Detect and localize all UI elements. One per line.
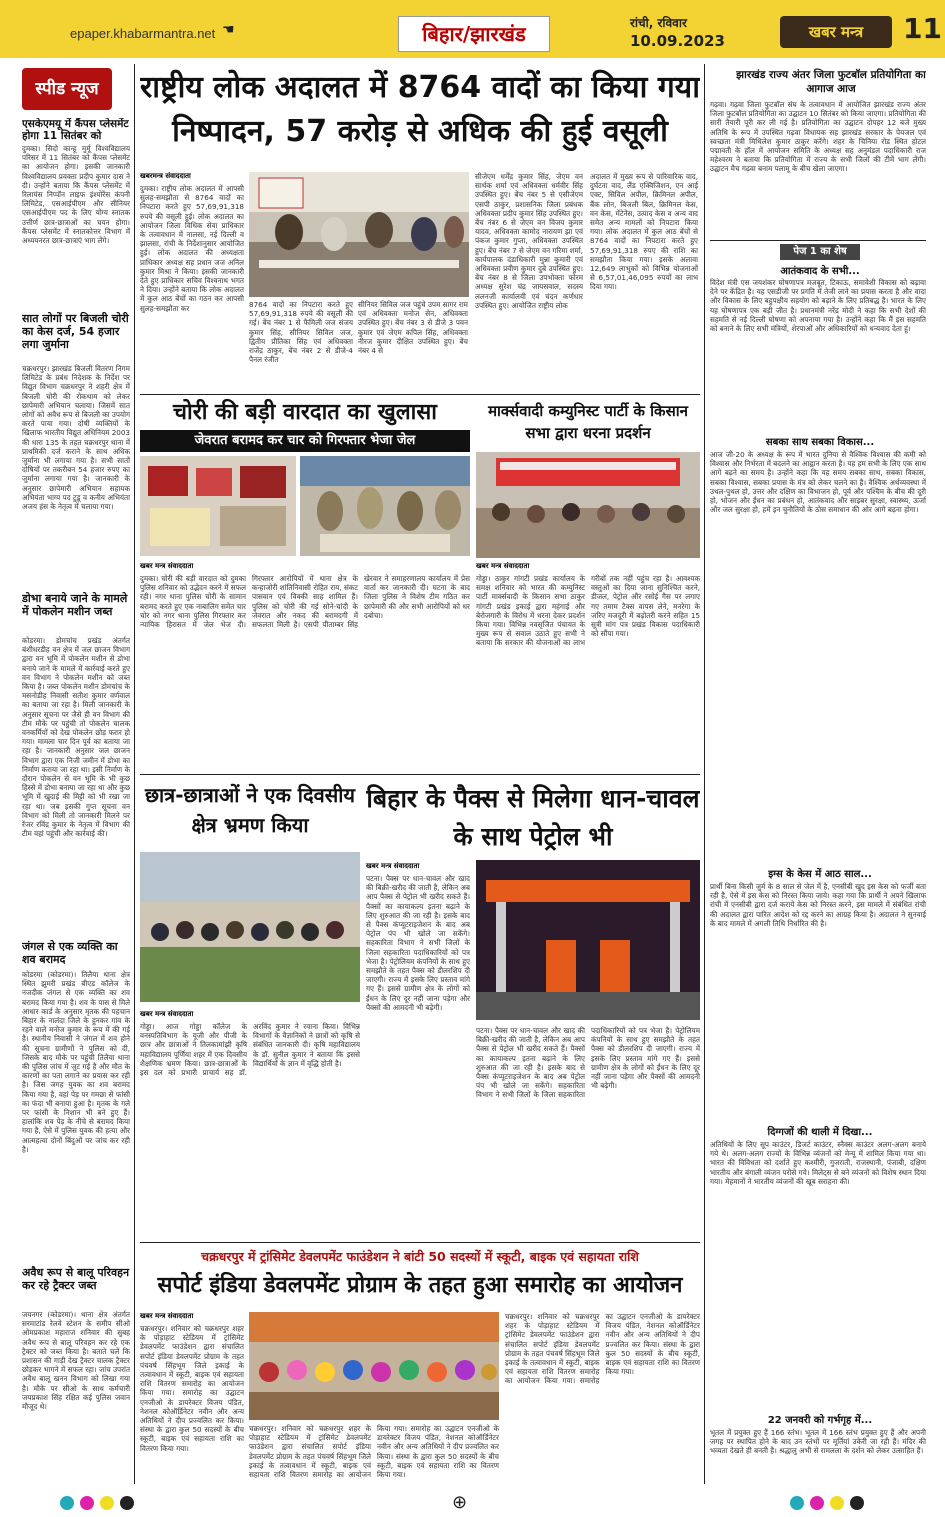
support-event-photo — [249, 1312, 499, 1420]
cont-body-4: अतिथियों के लिए सूप काउंटर, डिजर्ट काउंटर, स्नैक्स काउंटर अलग-अलग बनाये गये थे। अलग-अलग राज्यों के विभिन्न व्यंजनों को मेन्यू में शामिल किया गया था। भारत की विविधता को दर्शाते हुए कश्मीरी, गुजराती, राजस्थानी, पंजाबी, दक्षिण भारतीय और बंगाली व्यंजन परोसे गये। मिलेट्स से बने व्यंजनों को विशेष स्थान दिया गया। मेहमानों ने भारतीय व्यंजनों की खूब सराहना की। — [710, 1140, 926, 1186]
masthead-bar — [0, 0, 945, 58]
tour-body: गोड्डा। आज गोड्डा कॉलेज के वनस्पतिविभाग के यूजी और पीजी के छात्र और छात्राओं ने तिलकामांझी कृषि महाविद्यालय पूर्णिया शहर में एक दिवसीय शैक्षणिक भ्रमण किया। छात्र-छात्राओं के इस दल को प्रभारी प्राचार्य सह डॉ. अरविंद कुमार ने रवाना किया। विभिन्न विभागों के वैज्ञानिकों ने छात्रों को कृषि से संबंधित जानकारी दी। कृषि महाविद्यालय के डॉ. सुनील कुमार ने बताया कि इससे विद्यार्थियों के ज्ञान में वृद्धि होती है। — [140, 1022, 360, 1078]
lead-col-4: सीजेएम धर्मेंद्र कुमार सिंह, जेएम वन सार्थक शर्मा एवं अधिवक्ता धर्मवीर सिंह उपस्थित हुए। बेंच नंबर 5 से एसीजेएम एसपी ठाकुर, प्रशासनिक जिला प्रबंधक अधिवक्ता प्रदीप कुमार सिंह उपस्थित हुए। बेंच नंबर 6 से जेएम वन विजय कुमार यादव, अधिवक्ता कामोद नारायण झा एवं पंकज कुमार गुप्ता, अधिवक्ता उपस्थित हुए। बेंच नंबर 7 से जेएम वन गरिमा शर्मा, कार्यपालक दंडाधिकारी मुन्ना कुमारी एवं अधिवक्ता प्रवीण कुमार दुबे उपस्थित हुए। बेंच नंबर 8 से जिला उपभोक्ता फोरम अध्यक्ष सुरेश चंद्र जायसवाल, सदस्य ललनजी कार्यालयी एवं चंदन कर्णधार उपस्थित हुए। आयोजित राष्ट्रीय लोक — [475, 172, 583, 310]
support-byline: खबर मन्त्र संवाददाता — [140, 1312, 194, 1320]
pacs-body-cont: पटना। पैक्स पर धान-चावल और खाद की बिक्री-खरीद की जाती है, लेकिन अब आप पैक्स से पेट्रोल भी खरीद सकते हैं। पैक्सों का कायाकल्प इतना बढ़ाने के लिए शुरुआत की जा रही है। इसके बाद से पैक्स कंप्यूटराइजेशन के बाद अब पेट्रोल पंप भी खोले जा सकेंगे। सहकारिता विभाग ने सभी जिलों के जिला सहकारिता पदाधिकारियों को पत्र भेजा है। पेट्रोलियम कंपनियों के साथ हुए समझौते के तहत पैक्स को डीलरशिप दी जाएगी। राज्य में इसके लिए प्रस्ताव मांगे गए हैं। इससे ग्रामीण क्षेत्र के लोगों को ईंधन के लिए दूर नहीं जाना पड़ेगा और पैक्सों की आमदनी भी बढ़ेगी। — [476, 1026, 700, 1100]
cpm-headline: मार्क्सवादी कम्युनिस्ट पार्टी के किसान सभा द्वारा धरना प्रदर्शन — [488, 402, 688, 442]
lead-col-1: दुमका। राष्ट्रीय लोक अदालत में आपसी सुलह-समझौता से 8764 वादों का निपटारा करते हुए 57,69,91,318 रुपये की वसूली हुई। लोक अदालत का आयोजन जिला विधिक सेवा प्राधिकार के तत्वावधान में नालसा, नई दिल्ली व झालसा, रांची के निर्देशानुसार आयोजित हुई। लोक अदालत की अध्यक्षता प्राधिकार अध्यक्ष सह प्रधान जज अनिल कुमार मिश्रा ने किया। इसकी जानकारी देते हुए प्राधिकार सचिव विश्वनाथ भगत ने दिया। उन्होंने बताया कि लोक अदालत में कुल आठ बेंचों का गठन कर आपसी सुलह-समझौता कर — [140, 184, 244, 313]
cont-title-4: दिग्गजों की थाली में दिखा... — [767, 1127, 873, 1138]
magenta-print-dot — [810, 1496, 824, 1510]
divider — [140, 394, 700, 395]
cpm-byline: खबर मन्त्र संवाददाता — [476, 562, 530, 570]
magenta-print-dot — [80, 1496, 94, 1510]
section-title: बिहार/झारखंड — [398, 16, 550, 52]
tour-photo — [140, 852, 360, 1002]
registration-mark-icon: ⊕ — [452, 1492, 468, 1513]
cont-title-3: इग्स के केस में आठ साल... — [768, 869, 872, 880]
cyan-print-dot — [790, 1496, 804, 1510]
news-title-power-theft: सात लोगों पर बिजली चोरी का केस दर्ज, 54 हजार लगा जुर्माना — [22, 312, 129, 351]
lead-col-3: सीनियर सिविल जज पहुंचे उपम सागर राम एवं अधिवक्ता मनोज सेन, अधिवक्ता उपस्थित हुए। बेंच नंबर 3 से डीजे 3 पवन कुमार एवं जेएम कपिल सिंह, अधिवक्ता नीरज कुमार दीक्षित उपस्थित हुए। बेंच नंबर 4 से — [358, 300, 468, 356]
yellow-print-dot — [830, 1496, 844, 1510]
cpm-protest-photo — [476, 452, 700, 558]
black-print-dot — [850, 1496, 864, 1510]
divider — [140, 1242, 700, 1243]
pacs-headline: बिहार के पैक्स से मिलेगा धान-चावल के साथ पेट्रोल भी — [366, 784, 700, 851]
news-title-placement: एसकेएमयू में कैंपस प्लेसमेंट होगा 11 सितंबर को — [22, 118, 129, 142]
continued-label: पेज 1 का शेष — [780, 244, 860, 260]
news-title-poclain: डोभा बनाये जाने के मामले में पोकलेन मशीन जब्त — [22, 592, 128, 618]
theft-headline: चोरी की बड़ी वारदात का खुलासा — [173, 400, 437, 425]
cont-title-1: आतंकवाद के सभी... — [780, 266, 860, 277]
news-body-body-found: कोडरमा (कोडरमा)। तिलैया थाना क्षेत्र स्थित झुमरी प्रखंड बीएड कॉलेज के नजदीक जंगल से एक व्यक्ति का शव बरामद किया गया है। शव के पास से मिले आधार कार्ड के अनुसार मृतक की पहचान बिहार के नालंदा जिले के हुनकर गांव के रहने वाले मनोज कुमार के रूप में की गई है। स्थानीय निवासी ने जंगल में शव होने की सूचना ग्रामीणों ने पुलिस को दी, जिसके बाद मौके पर पहुंची तिलैया थाना की पुलिस जांच में जुट गई है और मौत के कारणों का पता लगाने का प्रयास कर रही है। जिस जगह युवक का शव बरामद किया गया है, वहां पेड़ पर गमछा से फांसी का फंदा भी बनाया हुआ है। मृतक के गले पर फांसी के निशान भी बने हुए हैं। हालांकि शव पेड़ के नीचे से बरामद किया गया है, ऐसे में पुलिस युवक की हत्या और आत्महत्या दोनों बिंदुओं पर जांच कर रही है। — [22, 970, 130, 1154]
brand-logo: खबर मन्त्र — [780, 16, 892, 48]
theft-body: दुमका। चोरी की बड़ी वारदात को दुमका पुलिस शनिवार को उद्भेदन करने में सफल रही। नगर थाना पुलिस चोरी के सामान बरामद करते हुए एक नाबालिग समेत चार चोर को नगर थाना पुलिस गिरफ्तार कर न्यायिक हिरासत में जेल भेज दी। गिरफ्तार आरोपियों में थाना क्षेत्र के कन्हाजोरी शांतिनिवासी रोहित राय, संकट पासवान एवं विक्की साह शामिल हैं। पुलिस को चोरी की गई सोने-चांदी के जेवरात और नकद की बरामदगी में सफलता मिली है। एसपी पीताम्बर सिंह खेरवार ने समाहरणालय कार्यालय में प्रेस वार्ता कर जानकारी दी। घटना के बाद जिला पुलिस ने विशेष टीम गठित कर छापेमारी की और सभी आरोपियों को धर दबोचा। — [140, 574, 470, 630]
lead-byline: खबरमन्त्र संवाददाता — [140, 172, 191, 180]
news-body-power-theft: चक्रधरपुर। झारखंड बिजली वितरण निगम लिमिटेड के प्रबंध निदेशक के निर्देश पर विद्युत विभाग चक्रधरपुर ने शहरी क्षेत्र में बिजली चोरी की रोकथाम को लेकर छापेमारी अभियान चलाया। जिसमें सात लोगों को अवैध रूप से बिजली का उपयोग करते पाया गया। दोषी व्यक्तियों के खिलाफ भारतीय विद्युत अधिनियम 2003 की धारा 135 के तहत चक्रधरपुर थाना में प्राथमिकी दर्ज कराने के साथ अधिक जुर्माना भी लगाया गया है। सभी सातों दोषियों पर तकरीबन 54 हजार रुपए का जुर्माना लगाया गया है। जानकारी के अनुसार छापेमारी अभियान सहायक अभियंता भाग्य पद टुडू व कनीय अभियंता अजय हंस के नेतृत्व में चलाया गया। — [22, 364, 130, 512]
divider — [710, 240, 926, 241]
lead-headline: राष्ट्रीय लोक अदालत में 8764 वादों का किया गया निष्पादन, 57 करोड़ से अधिक की हुई वसूली — [140, 70, 700, 149]
black-print-dot — [120, 1496, 134, 1510]
support-banner: चक्रधरपुर में ट्रांसिमेट डेवलपमेंट फाउंडेशन ने बांटी 50 सदस्यों में स्कूटी, बाइक एवं सहायता राशि — [201, 1249, 639, 1264]
football-body: गढ़वा। गढ़वा जिला फुटबॉल संघ के तत्वावधान में आयोजित झारखंड राज्य अंतर जिला फुटबॉल प्रतियोगिता का उद्घाटन 10 सितंबर को किया जाएगा। प्रतियोगिता की सारी तैयारी पूरी कर ली गई है। प्रतियोगिता का उद्घाटन दोपहर 12 बजे मुख्य अतिथि के रूप में उपस्थित गढ़वा विधायक सह झारखंड सरकार के पेयजल एवं स्वच्छता मंत्री मिथिलेश कुमार ठाकुर करेंगे। शहर के चिनिया रोड स्थित होटल पद्मावती के हॉल में आयोजन समिति के अध्यक्ष सह अनुमंडल पदाधिकारी राज महेश्वरम ने बताया कि प्रतियोगिता में राज्य के सभी जिलों की टीमें भाग लेंगी। उद्घाटन मैच गढ़वा बनाम पलामू के बीच खेला जाएगा। — [710, 100, 926, 174]
city-day: रांची, रविवार — [630, 16, 687, 30]
page-number: 11 — [903, 12, 942, 45]
cont-title-5: 22 जनवरी को गर्भगृह में... — [767, 1415, 873, 1426]
theft-byline: खबर मन्त्र संवाददाता — [140, 562, 194, 570]
tour-headline: छात्र-छात्राओं ने एक दिवसीय क्षेत्र भ्रमण किया — [144, 783, 356, 837]
cursor-icon: ☚ — [222, 22, 235, 38]
lok-adalat-photo — [249, 172, 469, 297]
cont-body-3: प्रार्थी बिना किसी जुर्म के 8 साल से जेल में है, एनसीबी खुद इस केस को फर्जी बता रही है, ऐसे में इस केस को निरस्त किया जाये। कहा गया कि प्रार्थी ने अपने खिलाफ रांची में एनसीबी द्वारा दर्ज कराये केस को निरस्त करने, इस मामले में संबंधित रांची की अदालत द्वारा पारित आदेश को रद्द करने का आग्रह किया है। अदालत ने सुनवाई के बाद मामले में अगली तिथि निर्धारित की है। — [710, 882, 926, 928]
cyan-print-dot — [60, 1496, 74, 1510]
theft-photo-police — [300, 456, 470, 556]
cpm-body: गोड्डा। ठाकुर गांगटी प्रखंड कार्यालय के समक्ष शनिवार को भारत की कम्युनिस्ट पार्टी मार्क्सवादी के किसान सभा ठाकुर गांगटी प्रखंड इकाई द्वारा महंगाई और बेरोजगारी के विरोध में धरना देकर प्रदर्शन किया गया। विभिन्न नवसृजित पंचायत के मुख्य रूप से सवाल उठाते हुए सभी ने बताया कि सरकार की योजनाओं का लाभ गरीबों तक नहीं पहुंच रहा है। आवश्यक वस्तुओं का दिया जाना सुनिश्चित करने, डीजल, पेट्रोल और रसोई गैस पर लगाए गए तमाम टैक्स वापस लेने, मनरेगा के जरिए मजदूरी में बढ़ोतरी करने सहित 15 सूत्री मांग पत्र प्रखंड विकास पदाधिकारी को सौंपा गया। — [476, 574, 700, 648]
yellow-print-dot — [100, 1496, 114, 1510]
pacs-body: पटना। पैक्स पर धान-चावल और खाद की बिक्री-खरीद की जाती है, लेकिन अब आप पैक्स से पेट्रोल भी खरीद सकते हैं। पैक्सों का कायाकल्प इतना बढ़ाने के लिए शुरुआत की जा रही है। इसके बाद से पैक्स कंप्यूटराइजेशन के बाद अब पेट्रोल पंप भी खोले जा सकेंगे। सहकारिता विभाग ने सभी जिलों के जिला सहकारिता पदाधिकारियों को पत्र भेजा है। पेट्रोलियम कंपनियों के साथ हुए समझौते के तहत पैक्स को डीलरशिप दी जाएगी। राज्य में इसके लिए प्रस्ताव मांगे गए हैं। इससे ग्रामीण क्षेत्र के लोगों को ईंधन के लिए दूर नहीं जाना पड़ेगा और पैक्सों की आमदनी भी बढ़ेगी। — [366, 874, 470, 1012]
pacs-byline: खबर मन्त्र संवाददाता — [366, 862, 420, 870]
divider — [140, 774, 700, 775]
support-body-2: चक्रधरपुर। शनिवार को चक्रधरपुर शहर के पोड़ाहाट स्टेडियम में ट्रांसिमेट डेवलपमेंट फाउंडेशन द्वारा संचालित सपोर्ट इंडिया डेवलपमेंट प्रोग्राम के तहत पंचवर्ष सिंहभूम जिले इकाई के तत्वावधान में स्कूटी, बाइक एवं सहायता राशि वितरण समारोह का आयोजन किया गया। समारोह का उद्घाटन एनजीओ के डायरेक्टर विजय पंडित, नेशनल कोऑर्डिनेटर नवीन और अन्य अतिथियों ने दीप प्रज्वलित कर किया। संस्था के द्वारा कुल 50 सदस्यों के बीच स्कूटी, बाइक एवं सहायता राशि का वितरण किया गया। — [249, 1424, 499, 1480]
column-divider — [704, 64, 705, 1484]
news-title-body-found: जंगल से एक व्यक्ति का शव बरामद — [22, 940, 118, 966]
column-divider — [134, 64, 135, 1484]
print-marks — [0, 1490, 945, 1517]
theft-subtitle: जेवरात बरामद कर चार को गिरफ्तार भेजा जेल — [140, 430, 470, 452]
support-body-3: चक्रधरपुर। शनिवार को चक्रधरपुर शहर के पोड़ाहाट स्टेडियम में ट्रांसिमेट डेवलपमेंट फाउंडेशन द्वारा संचालित सपोर्ट इंडिया डेवलपमेंट प्रोग्राम के तहत पंचवर्ष सिंहभूम जिले इकाई के तत्वावधान में स्कूटी, बाइक एवं सहायता राशि वितरण समारोह का आयोजन किया गया। समारोह का उद्घाटन एनजीओ के डायरेक्टर विजय पंडित, नेशनल कोऑर्डिनेटर नवीन और अन्य अतिथियों ने दीप प्रज्वलित कर किया। संस्था के द्वारा कुल 50 सदस्यों के बीच स्कूटी, बाइक एवं सहायता राशि का वितरण किया गया। — [505, 1312, 700, 1386]
football-headline: झारखंड राज्य अंतर जिला फुटबॉल प्रतियोगिता का आगाज आज — [736, 69, 926, 95]
cont-body-2: आज जी-20 के अध्यक्ष के रूप में भारत दुनिया से वैश्विक विश्वास की कमी को विश्वास और निर्भरता में बदलने का आह्वान करता है। यह हम सभी के लिए एक साथ आगे बढ़ने का समय है। उन्होंने कहा कि यह समय सबका साथ, सबका विकास, सबका विश्वास, सबका प्रयास के मंत्र को लेकर चलने का है। वैश्विक अर्थव्यवस्था में उथल-पुथल हो, उत्तर और दक्षिण का विभाजन हो, पूर्व और पश्चिम के बीच की दूरी हो, भोजन और ईंधन का प्रबंधन हो, आतंकवाद और साइबर सुरक्षा, स्वास्थ्य, ऊर्जा और जल सुरक्षा हो, हमें इन चुनौतियों के ठोस समाधान की ओर आगे बढ़ना होगा। — [710, 450, 926, 515]
cont-body-1: विदेश मंत्री एस जयशंकर घोषणापत्र मजबूत, टिकाऊ, समावेशी विकास को बढ़ावा देने पर केंद्रित है। यह एसडीजी पर प्रगति में तेजी लाने का प्रयास करता है और वादा और विकास के लिए बहुपक्षीय सहयोग को बढ़ाने के लिए प्रतिबद्ध है। भारत के लिए यह घोषणापत्र एक बड़ी जीत है। प्रधानमंत्री नरेंद्र मोदी ने कहा कि सभी देशों की सहमति से नई दिल्ली घोषणा को अपनाया गया है। उन्होंने कहा कि मैं इस सहमति को बनाने के लिए सभी मंत्रियों, शेरपाओं और अधिकारियों को धन्यवाद देता हूं। — [710, 278, 926, 334]
news-body-poclain: कोडरमा। डोमचांच प्रखंड अंतर्गत बंशीधरडीह वन क्षेत्र में जल छाजन विभाग द्वारा वन भूमि में पोकलेन मशीन से डोभा बनाये जाने के मामले में कार्रवाई करते हुए वन विभाग ने पोकलेन मशीन को जब्त किया है। जब्त पोकलेन मशीन डोमचांच के मसनोडीह निवासी सतीश कुमार वर्णवाल का बताया जा रहा है। मिली जानकारी के अनुसार सूचना पर जैसे ही वन विभाग की टीम मौके पर पहुंची तो पोकलेन चालक वनकर्मियों को देख पोकलेन छोड़ फरार हो गया। मामला चार दिन पूर्व का बताया जा रहा है। जानकारी अनुसार जल छाजन विभाग द्वारा एक निजी जमीन में डोभा का निर्माण कराया जा रहा था। इसी निर्माण के दौरान पोकलेन से वन भूमि के भी कुछ हिस्से में डोभा बनाया जा रहा था और कुछ भूमि में खुदाई की मिट्टी को भी रखा जा रहा था। जब इसकी गुप्त सूचना वन विभाग को मिली तो जानकारी मिलने पर रेंजर रविंद्र कुमार के नेतृत्व में विभाग की टीम वहां पहुंची और कार्रवाई की। — [22, 636, 130, 839]
news-body-placement: दुमका। सिदो कान्हू मुर्मू विश्वविद्यालय परिसर में 11 सितंबर को कैंपस प्लेसमेंट का आयोजन होगा। इसकी जानकारी विश्वविद्यालय प्रवक्ता प्रदीप कुमार दास ने दी। उन्होंने बताया कि कैंपस प्लेसमेंट में रिलायंस निप्पॉन लाइफ इंश्योरेंस कंपनी लिमिटेड, एसआईपीएम और सीनियर एसआईपीएम पद के लिए योग्य स्नातक उत्तीर्ण छात्र-छात्राओं का चयन होगा। कैंपस प्लेसमेंट में स्नातकोत्तर विभाग में अध्ययनरत छात्र-छात्राएं भाग लेंगे। — [22, 144, 130, 246]
site-url[interactable]: epaper.khabarmantra.net — [70, 26, 216, 41]
lead-col-2: 8764 वादों का निपटारा करते हुए 57,69,91,318 रुपये की वसूली की गई। बेंच नंबर 1 से फैमिली जज संजय कुमार सिंह, सीनियर सिविल जज, द्वितीय प्रीतिका सिंह एवं अधिवक्ता राजेंद्र ठाकुर, बेंच नंबर 2 से डीजे-4 पैनल रंजीत — [249, 300, 353, 365]
lead-col-5: अदालत में मुख्य रूप से पारिवारिक वाद, दुर्घटना वाद, लैंड एक्विजिशन, एन आई एक्ट, सिविल अपील, क्रिमिनल अपील, बैंक लोन, बिजली बिल, क्रिमिनल केस, वन केस, मेंटेनेंस, उत्पाद केस व अन्य वाद समेत अन्य मामलों को निपटारा किया गया। लोक अदालत में कुल आठ बेंचों से 8764 वादों का निपटारा करते हुए 57,69,91,318 रुपए की राशि का समझौता किया गया। इसके अलावा 12,649 लाभुकों को विभिन्न योजनाओं से 6,57,01,46,095 रुपयों का लाभ दिया गया। — [590, 172, 698, 292]
cont-title-2: सबका साथ सबका विकास... — [765, 437, 875, 448]
support-body-1: चक्रधरपुर। शनिवार को चक्रधरपुर शहर के पोड़ाहाट स्टेडियम में ट्रांसिमेट डेवलपमेंट फाउंडेशन द्वारा संचालित सपोर्ट इंडिया डेवलपमेंट प्रोग्राम के तहत पंचवर्ष सिंहभूम जिले इकाई के तत्वावधान में स्कूटी, बाइक एवं सहायता राशि वितरण समारोह का आयोजन किया गया। समारोह का उद्घाटन एनजीओ के डायरेक्टर विजय पंडित, नेशनल कोऑर्डिनेटर नवीन और अन्य अतिथियों ने दीप प्रज्वलित कर किया। संस्था के द्वारा कुल 50 सदस्यों के बीच स्कूटी, बाइक एवं सहायता राशि का वितरण किया गया। — [140, 1324, 244, 1453]
support-headline: सपोर्ट इंडिया डेवलपमेंट प्रोग्राम के तहत हुआ समारोह का आयोजन — [157, 1273, 683, 1298]
news-body-sand: जयनगर (कोडरमा)। थाना क्षेत्र अंतर्गत सरमाटांड रेलवे स्टेशन के समीप सीओ ओमप्रकाश महाराज शनिवार की सुबह अवैध रूप से बालू परिवहन कर रहे एक ट्रैक्टर को जब्त किया है। बताते चलें कि प्रशासन की गाड़ी देख ट्रैक्टर चालक ट्रैक्टर छोड़कर भागने में सफल रहा। जांच उपरांत अवैध बालू खनन विभाग को लिखा गया है। मौके पर सीओ के साथ कर्मचारी जयप्रकाश सिंह रक्षित कई पुलिस जवान मौजूद थे। — [22, 1310, 130, 1412]
speed-news-badge: स्पीड न्यूज — [22, 68, 112, 110]
issue-date: 10.09.2023 — [630, 32, 725, 50]
tour-byline: खबर मन्त्र संवाददाता — [140, 1010, 194, 1018]
cont-body-5: भूतल में प्रयुक्त हुए हैं 166 स्तंभ। भूतल में 166 स्तंभ प्रयुक्त हुए हैं और अपनी जगह पर स्थापित होने के बाद उन स्तंभों पर मूर्तियां उकेरी जा रही हैं। मंदिर की भव्यता देखते ही बनती है। श्रद्धालु अभी से रामलला के दर्शन को लेकर उत्साहित हैं। — [710, 1428, 926, 1456]
news-title-sand: अवैध रूप से बालू परिवहन कर रहे ट्रैक्टर जब्त — [22, 1266, 130, 1292]
petrol-pump-photo — [476, 860, 700, 1020]
theft-photo-jewellery — [140, 456, 296, 556]
